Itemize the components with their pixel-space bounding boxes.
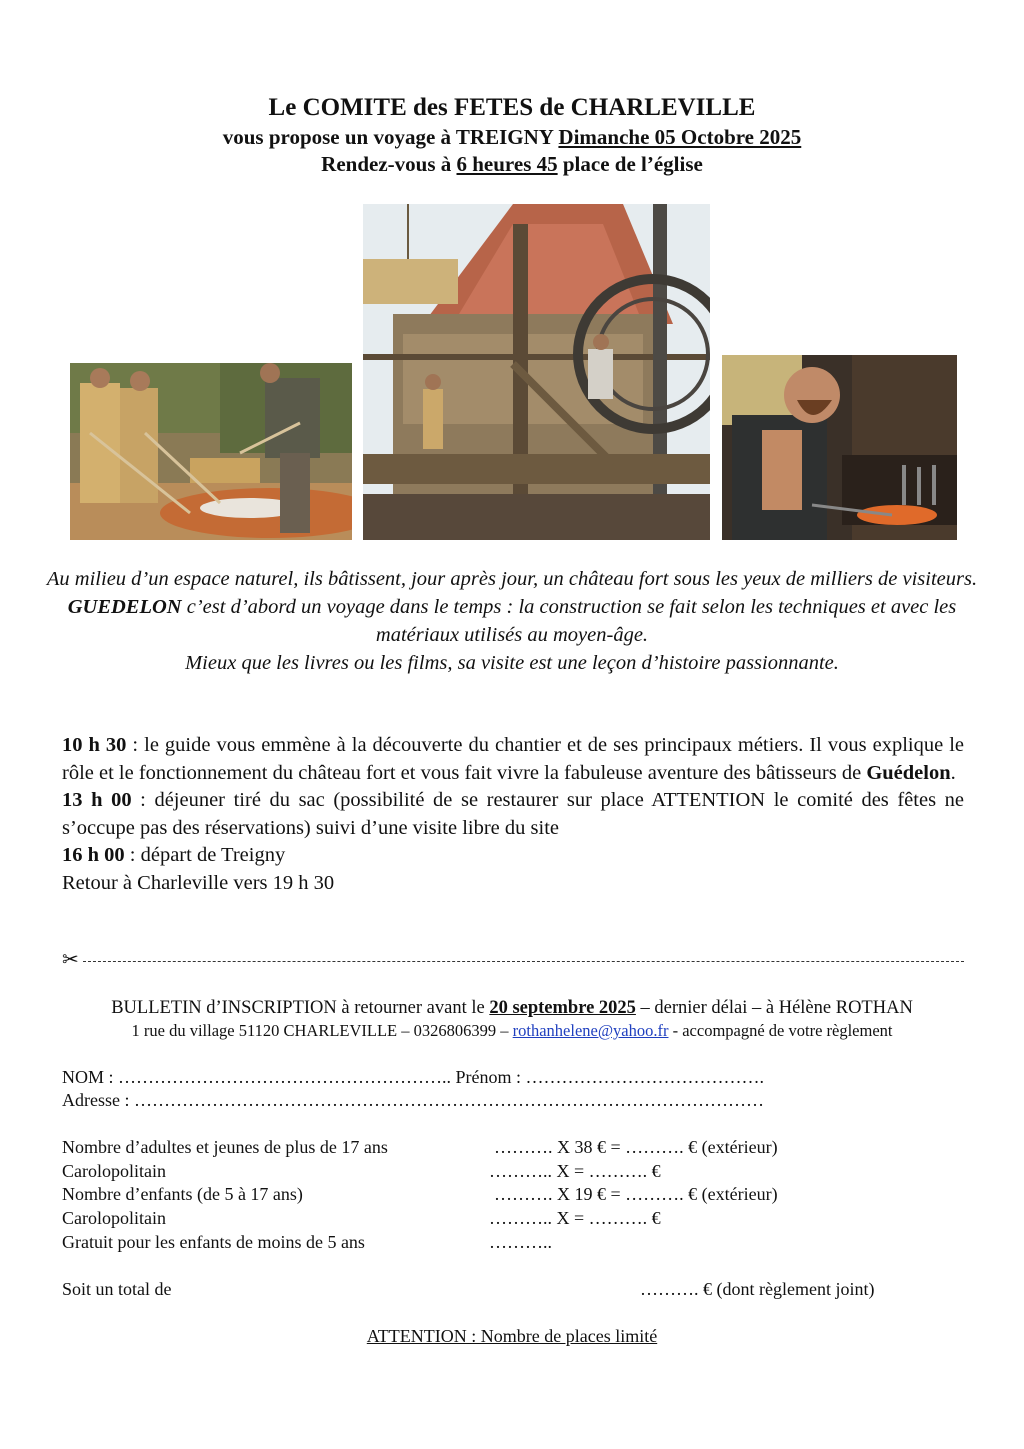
carolo-label-1: Carolopolitain bbox=[62, 1161, 166, 1181]
registration-address: 1 rue du village 51120 CHARLEVILLE – 0326806399 – rothanhelene@yahoo.fr - accompagné de votre règlement bbox=[131, 1021, 893, 1040]
schedule-return: Retour à Charleville vers 19 h 30 bbox=[62, 871, 335, 894]
schedule-item-1030: 10 h 30 : le guide vous emmène à la découverte du chantier et de ses principaux métiers. Il vous explique le rôle et le fonctionnement du château fort et vous fait vivre la fabuleuse aventure des bâtisseurs de Guédelon. bbox=[62, 734, 964, 784]
email-link[interactable]: rothanhelene@yahoo.fr bbox=[512, 1021, 669, 1040]
address-field-line: Adresse : …………………………………………………………………………………………… bbox=[62, 1090, 764, 1110]
photo-workers-mixing-mortar bbox=[70, 363, 352, 540]
meeting-info: Rendez-vous à 6 heures 45 place de l’église bbox=[321, 152, 703, 176]
registration-header bbox=[0, 996, 1024, 1042]
trip-subtitle: vous propose un voyage à TREIGNY Dimanche 05 Octobre 2025 bbox=[222, 125, 802, 149]
guedelon-name: GUEDELON bbox=[67, 596, 182, 618]
children-value: ………. X 19 € = ………. € (extérieur) bbox=[494, 1184, 778, 1204]
intro-line-1: Au milieu d’un espace naturel, ils bâtissent, jour après jour, un château fort sous les yeux de milliers de visiteurs. bbox=[46, 568, 978, 590]
registration-deadline: BULLETIN d’INSCRIPTION à retourner avant le 20 septembre 2025 – dernier délai – à Hélène ROTHAN bbox=[111, 998, 913, 1018]
page-title: Le COMITE des FETES de CHARLEVILLE bbox=[268, 94, 756, 121]
attention-notice: ATTENTION : Nombre de places limité bbox=[366, 1326, 658, 1346]
cut-line bbox=[62, 948, 964, 972]
intro-line-2: GUEDELON c’est d’abord un voyage dans le temps : la construction se fait selon les techniques et avec les matériaux utilisés au moyen-âge. bbox=[67, 596, 957, 646]
carolo-value-2: ……….. X = ………. € bbox=[489, 1208, 661, 1228]
intro-line-3: Mieux que les livres ou les films, sa visite est une leçon d’histoire passionnante. bbox=[185, 652, 839, 674]
meeting-time: 6 heures 45 bbox=[456, 152, 558, 176]
schedule-item-1300: 13 h 00 : déjeuner tiré du sac (possibilité de se restaurer sur place ATTENTION le comité des fêtes ne s’occupe pas des réservations) suivi d’une visite libre du site bbox=[62, 789, 964, 839]
free-label: Gratuit pour les enfants de moins de 5 ans bbox=[62, 1232, 365, 1252]
children-label: Nombre d’enfants (de 5 à 17 ans) bbox=[62, 1184, 303, 1204]
photo-castle-construction bbox=[363, 204, 710, 540]
carolo-value-1: ……….. X = ………. € bbox=[489, 1161, 661, 1181]
trip-date: Dimanche 05 Octobre 2025 bbox=[558, 125, 802, 149]
program-schedule bbox=[62, 732, 964, 897]
name-field-line: NOM : ……………………………………………….. Prénom : …………………………………. bbox=[62, 1067, 764, 1087]
adults-label: Nombre d’adultes et jeunes de plus de 17 ans bbox=[62, 1137, 388, 1157]
free-value: ……….. bbox=[489, 1232, 552, 1252]
scissors-icon: ✂ bbox=[62, 949, 79, 971]
adults-value: ………. X 38 € = ………. € (extérieur) bbox=[494, 1137, 778, 1157]
schedule-item-1600: 16 h 00 : départ de Treigny bbox=[62, 844, 286, 866]
dashed-divider bbox=[83, 961, 964, 962]
deadline-date: 20 septembre 2025 bbox=[489, 998, 636, 1018]
photo-blacksmith bbox=[722, 355, 957, 540]
total-label: Soit un total de bbox=[62, 1279, 172, 1299]
carolo-label-2: Carolopolitain bbox=[62, 1208, 166, 1228]
total-value: ………. € (dont règlement joint) bbox=[640, 1279, 875, 1299]
page-title-block bbox=[0, 92, 1024, 178]
intro-text bbox=[40, 565, 984, 677]
